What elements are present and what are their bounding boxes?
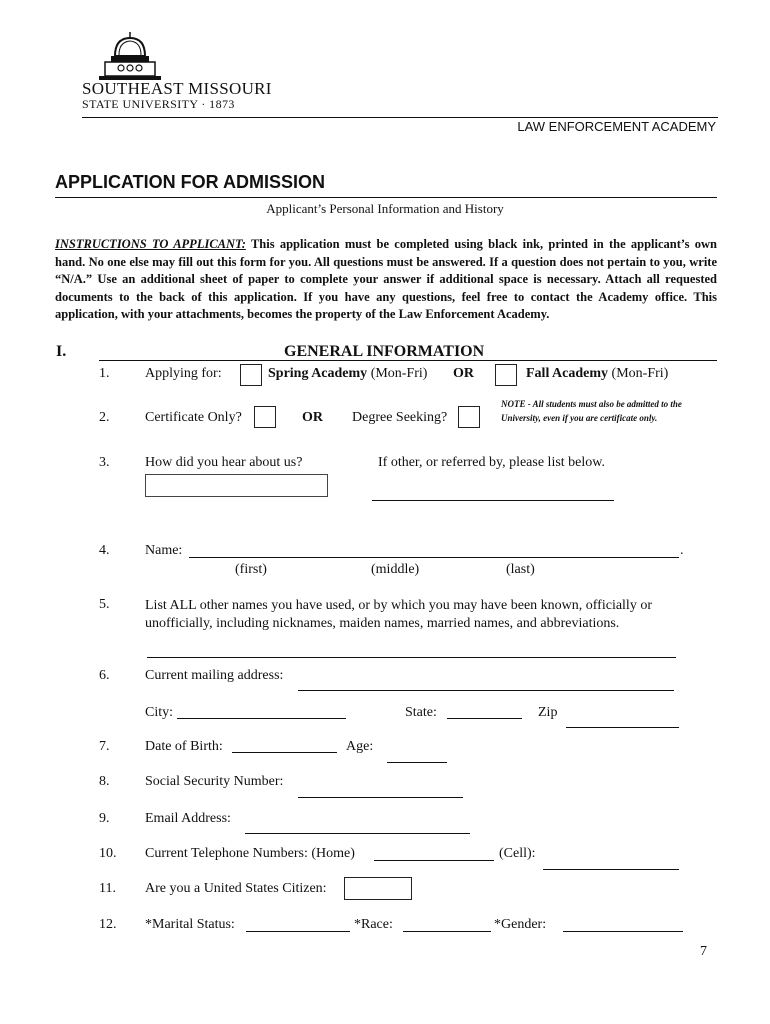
name-middle-caption: (middle) [371, 562, 420, 577]
q3-other-label: If other, or referred by, please list below. [378, 455, 605, 470]
home-phone-input[interactable] [374, 860, 494, 861]
race-input[interactable] [403, 931, 491, 932]
race-label: *Race: [354, 917, 393, 932]
section-title: GENERAL INFORMATION [284, 343, 485, 360]
other-names-input[interactable] [147, 657, 676, 658]
gender-label: *Gender: [494, 917, 547, 932]
q2-label: Certificate Only? [145, 410, 242, 425]
age-label: Age: [346, 739, 374, 754]
city-label: City: [145, 705, 174, 720]
q5-number: 5. [99, 597, 110, 612]
name-input[interactable] [189, 557, 679, 558]
instructions [55, 236, 717, 324]
cell-phone-input[interactable] [543, 869, 679, 870]
cell-label: (Cell): [499, 846, 536, 861]
q10-label: Current Telephone Numbers: (Home) [145, 846, 355, 861]
fall-academy-checkbox[interactable] [495, 364, 517, 386]
q1-or: OR [453, 366, 474, 381]
q11-number: 11. [99, 881, 116, 896]
q4-label: Name: [145, 543, 183, 558]
citizen-input[interactable] [344, 877, 412, 900]
title-rule [55, 197, 717, 198]
page-title: APPLICATION FOR ADMISSION [55, 172, 325, 192]
name-first-caption: (first) [235, 562, 267, 577]
q7-number: 7. [99, 739, 110, 754]
q11-label: Are you a United States Citizen: [145, 881, 327, 896]
age-input[interactable] [387, 762, 447, 763]
q3-label: How did you hear about us? [145, 455, 303, 470]
degree-seeking-checkbox[interactable] [458, 406, 480, 428]
header-rule [82, 117, 718, 118]
how-heard-input[interactable] [145, 474, 328, 497]
birth-date-input[interactable] [232, 752, 337, 753]
state-label: State: [405, 705, 437, 720]
q1-label: Applying for: [145, 366, 222, 381]
university-dome-logo-icon [95, 30, 165, 86]
referred-by-input[interactable] [372, 500, 614, 501]
name-period: . [680, 543, 684, 558]
spring-academy-checkbox[interactable] [240, 364, 262, 386]
q9-number: 9. [99, 811, 110, 826]
instructions-label: INSTRUCTIONS TO APPLICANT: [55, 237, 246, 251]
email-input[interactable] [245, 833, 470, 834]
instructions-text: This application must be completed using black ink, printed in the applicant’s own hand. No one else may fill out this form for you. All questions must be answered. If a question does not pertain to you, write “N/A.” Use an additional sheet of paper to complete your answer if additional space is necessary. Attach all requested documents to the back of this application. If you have any questions, feel free to contact the Academy office. This application, with your attachments, becomes the property of the Law Enforcement Academy. [55, 237, 717, 322]
page-number: 7 [700, 944, 707, 959]
spring-academy-label: Spring Academy [268, 366, 368, 381]
state-input[interactable] [447, 718, 522, 719]
spring-academy-days: (Mon-Fri) [367, 366, 428, 381]
zip-label: Zip [538, 705, 558, 720]
logo-line1: SOUTHEAST MISSOURI [82, 79, 272, 98]
q8-number: 8. [99, 774, 110, 789]
degree-seeking-label: Degree Seeking? [352, 410, 448, 425]
mailing-address-input[interactable] [298, 690, 674, 691]
logo-line2: STATE UNIVERSITY · 1873 [82, 97, 235, 111]
academy-name: LAW ENFORCEMENT ACADEMY [517, 119, 716, 134]
q5-label: List ALL other names you have used, or by which you may have been known, officially or unofficially, including nicknames, maiden names, married names, and abbreviations. [145, 598, 652, 631]
fall-academy-label: Fall Academy [526, 366, 609, 381]
fall-academy-option [526, 366, 668, 382]
gender-input[interactable] [563, 931, 683, 932]
name-last-caption: (last) [506, 562, 535, 577]
certificate-only-checkbox[interactable] [254, 406, 276, 428]
section-numeral: I. [56, 343, 67, 360]
q6-number: 6. [99, 668, 110, 683]
city-input[interactable] [177, 718, 346, 719]
fall-academy-days: (Mon-Fri) [608, 366, 669, 381]
page-subtitle: Applicant’s Personal Information and History [266, 201, 504, 216]
q1-number: 1. [99, 366, 110, 381]
spring-academy-option [268, 366, 427, 382]
ssn-input[interactable] [298, 797, 463, 798]
q6-label: Current mailing address: [145, 668, 284, 683]
q2-or: OR [302, 410, 323, 425]
q4-number: 4. [99, 543, 110, 558]
q2-number: 2. [99, 410, 110, 425]
marital-status-label: *Marital Status: [145, 917, 235, 932]
q9-label: Email Address: [145, 811, 231, 826]
marital-status-input[interactable] [246, 931, 350, 932]
section-rule [99, 360, 717, 361]
zip-input[interactable] [566, 727, 679, 728]
q12-number: 12. [99, 917, 117, 932]
q7-label: Date of Birth: [145, 739, 223, 754]
q8-label: Social Security Number: [145, 774, 284, 789]
q3-number: 3. [99, 455, 110, 470]
q10-number: 10. [99, 846, 117, 861]
q2-note: NOTE - All students must also be admitted to the University, even if you are certificate only. [501, 399, 682, 423]
